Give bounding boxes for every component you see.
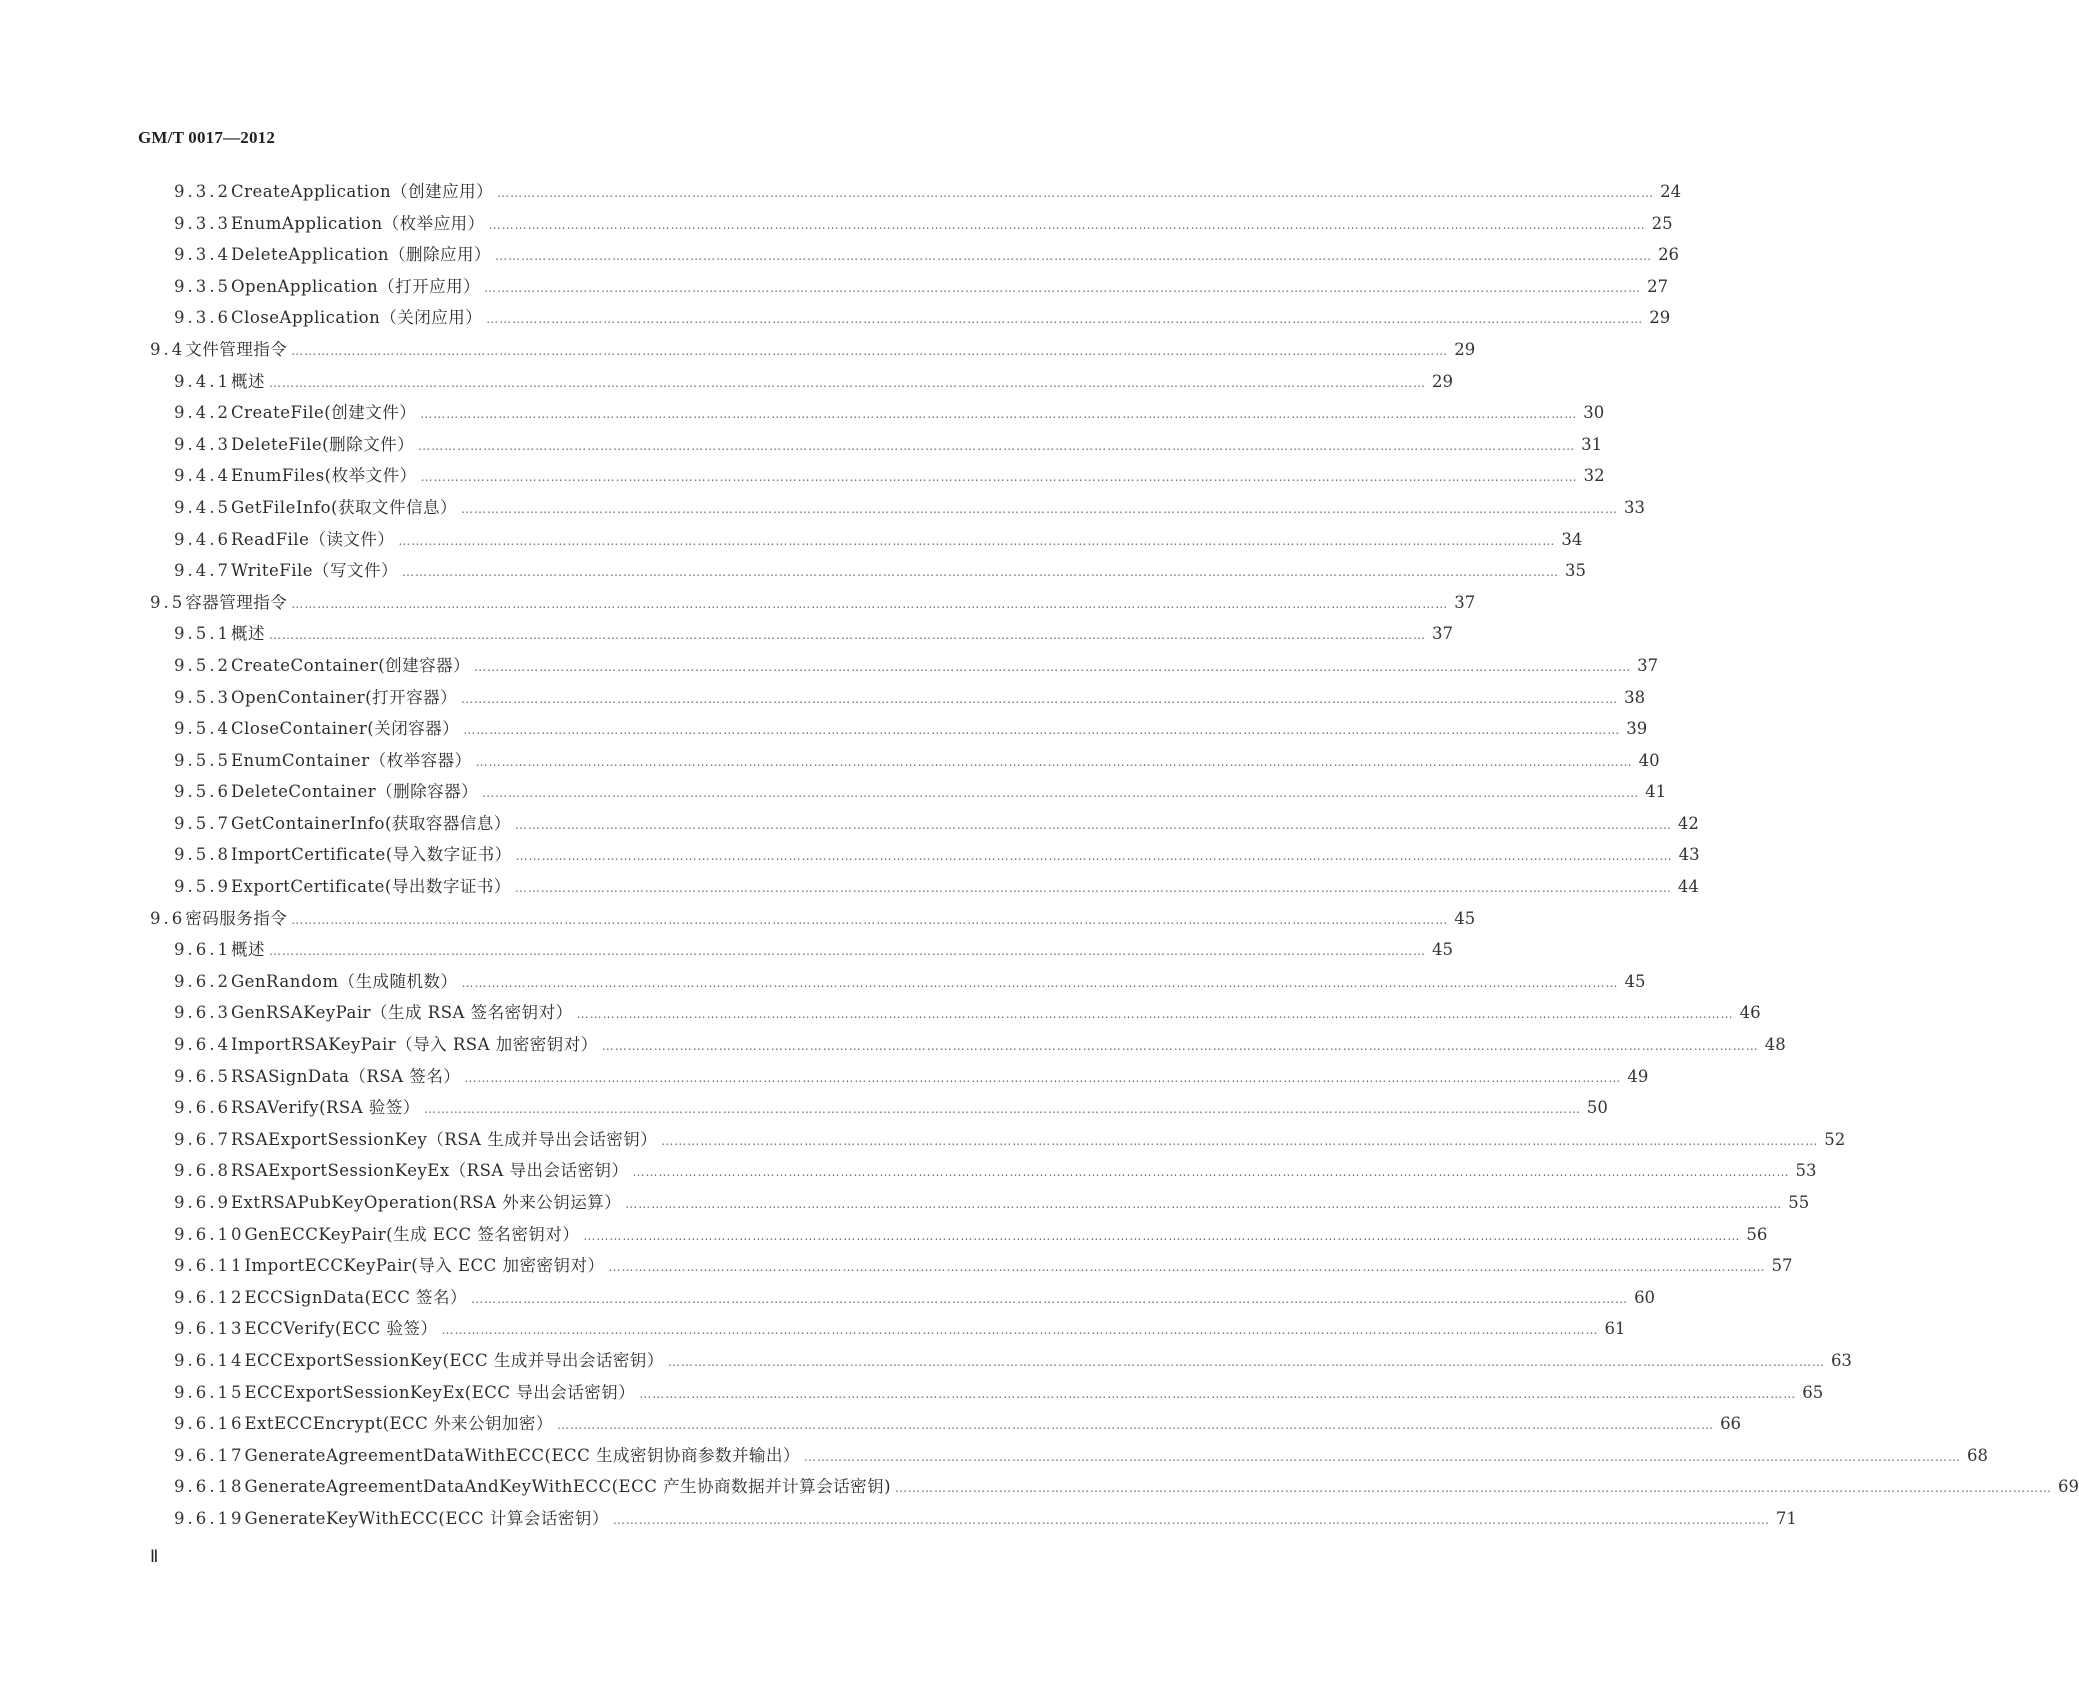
toc-entry-number: 9.4.5 [174, 497, 231, 517]
toc-entry[interactable] [150, 1221, 1768, 1253]
toc-entry-number: 9.6.12 [174, 1287, 245, 1307]
toc-entry-title: RSAExportSessionKey（RSA 生成并导出会话密钥） [230, 1129, 658, 1149]
toc-entry-number: 9.3.6 [174, 308, 231, 328]
toc-entry[interactable] [150, 936, 1453, 968]
toc-entry[interactable] [150, 304, 1671, 336]
toc-entry-title: ImportRSAKeyPair（导入 RSA 加密密钥对） [230, 1035, 598, 1055]
toc-leader-dots [495, 249, 1652, 263]
toc-entry[interactable] [150, 399, 1605, 431]
toc-entry-page: 60 [1634, 1287, 1656, 1307]
toc-entry-page: 66 [1720, 1414, 1742, 1434]
toc-entry-page: 49 [1627, 1066, 1649, 1086]
toc-entry-page: 56 [1746, 1224, 1768, 1244]
toc-entry[interactable] [150, 1505, 1797, 1537]
toc-entry-title: ReadFile（读文件） [230, 529, 395, 549]
toc-entry[interactable] [150, 1315, 1626, 1347]
toc-entry-page: 52 [1824, 1129, 1846, 1149]
toc-entry-title: 概述 [230, 624, 265, 644]
toc-leader-dots [625, 1197, 1782, 1211]
toc-entry[interactable] [150, 526, 1583, 558]
toc-entry-page: 24 [1660, 182, 1682, 201]
toc-entry-title: ImportECCKeyPair(导入 ECC 加密密钥对） [244, 1256, 605, 1276]
toc-leader-dots [497, 186, 1654, 200]
toc-entry-page: 27 [1647, 276, 1669, 296]
toc-entry[interactable] [150, 431, 1603, 463]
toc-entry-title: DeleteFile(删除文件） [230, 434, 415, 454]
toc-leader-dots [482, 786, 1639, 800]
toc-entry-title: ExtECCEncrypt(ECC 外来公钥加密） [244, 1414, 554, 1434]
toc-entry[interactable] [150, 494, 1645, 526]
toc-entry[interactable] [150, 557, 1587, 589]
toc-entry-page: 42 [1677, 813, 1699, 833]
toc-leader-dots [421, 470, 1578, 484]
toc-entry[interactable] [150, 1410, 1742, 1442]
toc-entry-number: 9.6.15 [174, 1382, 245, 1402]
toc-entry-number: 9.5.8 [174, 845, 231, 865]
toc-entry-title: CreateContainer(创建容器） [230, 655, 471, 675]
toc-leader-dots [515, 881, 1672, 895]
toc-entry-number: 9.6.3 [174, 1003, 231, 1023]
toc-entry-title: EnumContainer（枚举容器） [230, 750, 472, 770]
toc-entry-page: 63 [1830, 1350, 1852, 1370]
toc-entry-title: RSASignData（RSA 签名） [230, 1066, 461, 1086]
toc-entry[interactable] [150, 841, 1700, 873]
toc-entry[interactable] [150, 1126, 1846, 1158]
toc-leader-dots [577, 1007, 1734, 1021]
toc-leader-dots [461, 976, 1618, 990]
toc-entry-number: 9.5 [150, 592, 186, 612]
toc-entry[interactable] [150, 778, 1667, 810]
toc-entry-number: 9.4.6 [174, 529, 231, 549]
toc-entry-page: 45 [1624, 971, 1646, 991]
toc-leader-dots [291, 913, 1448, 927]
toc-entry[interactable] [150, 715, 1648, 747]
toc-leader-dots [424, 1102, 1581, 1116]
toc-leader-dots [661, 1134, 1818, 1148]
toc-entry-title: ImportCertificate(导入数字证书） [230, 845, 512, 865]
toc-leader-dots [476, 755, 1633, 769]
toc-entry-number: 9.3.4 [174, 245, 231, 265]
toc-entry-title: CreateFile(创建文件） [230, 403, 417, 423]
toc-entry-title: ECCSignData(ECC 签名） [244, 1287, 468, 1307]
toc-entry[interactable] [150, 462, 1605, 494]
toc-entry-number: 9.4.3 [174, 434, 231, 454]
toc-leader-dots [420, 407, 1577, 421]
toc-leader-dots [463, 723, 1620, 737]
toc-entry-title: 概述 [230, 371, 265, 391]
toc-entry-page: 33 [1623, 497, 1645, 517]
standard-number: GM/T 0017—2012 [138, 128, 276, 147]
toc-entry-page: 39 [1626, 719, 1648, 739]
toc-entry-title: OpenContainer(打开容器） [230, 687, 458, 707]
toc-entry[interactable] [150, 1189, 1810, 1221]
toc-leader-dots [515, 818, 1672, 832]
toc-entry-title: GetFileInfo(获取文件信息） [230, 497, 457, 517]
toc-entry-number: 9.4 [150, 339, 186, 359]
toc-entry-page: 55 [1788, 1193, 1810, 1212]
toc-entry-page: 61 [1604, 1319, 1626, 1339]
toc-entry-number: 9.6.16 [174, 1414, 245, 1434]
toc-entry[interactable] [150, 589, 1476, 621]
toc-entry-page: 48 [1764, 1035, 1786, 1055]
toc-entry-number: 9.6.7 [174, 1129, 231, 1149]
toc-leader-dots [633, 1165, 1790, 1179]
toc-entry[interactable] [150, 241, 1680, 273]
toc-leader-dots [402, 565, 1559, 579]
toc-entry-page: 32 [1583, 466, 1605, 486]
toc-leader-dots [484, 281, 1641, 295]
toc-entry-number: 9.6.2 [174, 971, 231, 991]
toc-entry-page: 34 [1561, 529, 1583, 549]
toc-entry-number: 9.5.4 [174, 719, 231, 739]
toc-entry-title: CreateApplication（创建应用） [230, 182, 494, 201]
toc-entry-page: 69 [2058, 1477, 2079, 1497]
toc-entry-number: 9.6.19 [174, 1508, 245, 1528]
toc-entry-number: 9.6.13 [174, 1319, 245, 1339]
toc-entry-number: 9.5.2 [174, 655, 231, 675]
toc-entry[interactable] [150, 968, 1646, 1000]
toc-entry-page: 37 [1637, 655, 1659, 675]
toc-entry[interactable] [150, 210, 1673, 242]
toc-leader-dots [639, 1387, 1796, 1401]
toc-leader-dots [486, 312, 1643, 326]
toc-leader-dots [613, 1513, 1770, 1527]
toc-leader-dots [668, 1355, 1825, 1369]
toc-leader-dots [471, 1292, 1628, 1306]
toc-entry-title: 文件管理指令 [185, 339, 288, 359]
toc-leader-dots [269, 944, 1426, 958]
toc-entry-page: 29 [1649, 308, 1671, 328]
toc-entry-page: 41 [1645, 782, 1667, 802]
toc-entry[interactable] [150, 178, 1682, 210]
toc-entry-title: 概述 [230, 940, 265, 960]
toc-entry-number: 9.4.7 [174, 561, 231, 581]
toc-entry-number: 9.6 [150, 908, 186, 928]
toc-entry-title: GenerateAgreementDataAndKeyWithECC(ECC 产生协商数据并计算会话密钥) [244, 1477, 892, 1497]
toc-entry[interactable] [150, 1094, 1608, 1126]
toc-leader-dots [461, 502, 1618, 516]
toc-entry-title: OpenApplication（打开应用） [230, 276, 481, 296]
toc-entry-number: 9.5.5 [174, 750, 231, 770]
toc-leader-dots [557, 1418, 1714, 1432]
toc-entry-page: 40 [1638, 750, 1660, 770]
toc-entry[interactable] [150, 1157, 1817, 1189]
toc-entry-title: RSAVerify(RSA 验签） [230, 1098, 420, 1118]
toc-entry-number: 9.5.6 [174, 782, 231, 802]
toc-entry[interactable] [150, 684, 1646, 716]
toc-entry-page: 29 [1431, 371, 1453, 391]
toc-entry-title: GenRandom（生成随机数） [230, 971, 458, 991]
toc-leader-dots [583, 1229, 1740, 1243]
toc-entry[interactable] [150, 905, 1476, 937]
toc-entry-title: ECCExportSessionKey(ECC 生成并导出会话密钥） [244, 1350, 664, 1370]
toc-entry-number: 9.6.5 [174, 1066, 231, 1086]
toc-entry-number: 9.6.8 [174, 1161, 231, 1181]
toc-entry-title: RSAExportSessionKeyEx（RSA 导出会话密钥） [230, 1161, 629, 1181]
toc-entry[interactable] [150, 1063, 1649, 1095]
toc-entry[interactable] [150, 873, 1699, 905]
toc-leader-dots [489, 218, 1646, 232]
toc-entry-title: GenerateAgreementDataWithECC(ECC 生成密钥协商参数并输出） [244, 1445, 801, 1465]
toc-entry-number: 9.4.4 [174, 466, 231, 486]
toc-entry[interactable] [150, 273, 1669, 305]
toc-leader-dots [895, 1481, 2052, 1495]
toc-leader-dots [291, 344, 1448, 358]
toc-entry-page: 38 [1624, 687, 1646, 707]
toc-entry-number: 9.4.2 [174, 403, 231, 423]
toc-entry[interactable] [150, 620, 1453, 652]
toc-entry-title: 密码服务指令 [185, 908, 288, 928]
toc-entry-page: 29 [1454, 339, 1476, 359]
toc-entry[interactable] [150, 336, 1476, 368]
toc-leader-dots [461, 692, 1618, 706]
toc-entry-page: 50 [1586, 1098, 1608, 1118]
toc-entry-title: WriteFile（写文件） [230, 561, 399, 581]
toc-entry-number: 9.5.1 [174, 624, 231, 644]
toc-entry-number: 9.6.14 [174, 1350, 245, 1370]
toc-entry-number: 9.5.7 [174, 813, 231, 833]
toc-entry-number: 9.4.1 [174, 371, 231, 391]
toc-leader-dots [291, 597, 1448, 611]
toc-entry-number: 9.6.17 [174, 1445, 245, 1465]
toc-entry-number: 9.3.2 [174, 182, 231, 201]
toc-entry[interactable] [150, 747, 1660, 779]
toc-entry[interactable] [150, 1252, 1793, 1284]
toc-leader-dots [474, 660, 1631, 674]
toc-leader-dots [602, 1039, 1759, 1053]
toc-entry-title: ExportCertificate(导出数字证书） [230, 877, 511, 897]
toc-entry-page: 71 [1775, 1508, 1797, 1528]
toc-entry-title: CloseApplication（关闭应用） [230, 308, 483, 328]
toc-entry[interactable] [150, 1379, 1824, 1411]
toc-entry-number: 9.5.3 [174, 687, 231, 707]
toc-entry[interactable] [150, 810, 1699, 842]
toc-entry-title: CloseContainer(关闭容器） [230, 719, 460, 739]
toc-entry-title: GetContainerInfo(获取容器信息） [230, 813, 511, 833]
toc-entry-title: DeleteApplication（删除应用） [230, 245, 492, 265]
toc-entry-title: 容器管理指令 [185, 592, 288, 612]
toc-entry-page: 37 [1454, 592, 1476, 612]
page-number: Ⅱ [150, 1547, 159, 1566]
toc-entry[interactable] [150, 999, 1761, 1031]
toc-leader-dots [269, 628, 1426, 642]
toc-entry-page: 25 [1651, 213, 1673, 233]
toc-leader-dots [442, 1323, 1599, 1337]
toc-entry[interactable] [150, 1473, 2079, 1505]
toc-entry-page: 65 [1802, 1382, 1824, 1402]
toc-entry-number: 9.6.9 [174, 1193, 231, 1212]
toc-entry-number: 9.6.1 [174, 940, 231, 960]
toc-entry-page: 30 [1583, 403, 1605, 423]
toc-entry-number: 9.3.3 [174, 213, 231, 233]
toc-entry-page: 46 [1739, 1003, 1761, 1023]
toc-entry-page: 53 [1795, 1161, 1817, 1181]
toc-entry-page: 68 [1967, 1445, 1989, 1465]
toc-entry-title: EnumApplication（枚举应用） [230, 213, 485, 233]
toc-entry-number: 9.3.5 [174, 276, 231, 296]
toc-entry-number: 9.6.11 [174, 1256, 245, 1276]
toc-entry-title: GenECCKeyPair(生成 ECC 签名密钥对） [244, 1224, 580, 1244]
toc-entry-title: DeleteContainer（删除容器） [230, 782, 479, 802]
toc-entry-page: 44 [1677, 877, 1699, 897]
toc-entry-number: 9.6.4 [174, 1035, 231, 1055]
toc-entry-number: 9.6.6 [174, 1098, 231, 1118]
toc-entry[interactable] [150, 1347, 1852, 1379]
toc-entry-page: 43 [1678, 845, 1700, 865]
toc-leader-dots [804, 1450, 1961, 1464]
toc-leader-dots [609, 1260, 1766, 1274]
toc-entry-number: 9.6.18 [174, 1477, 245, 1497]
table-of-contents [150, 178, 2079, 1537]
toc-entry-page: 35 [1565, 561, 1587, 581]
toc-entry[interactable] [150, 1442, 1989, 1474]
toc-entry-title: ECCVerify(ECC 验签） [244, 1319, 438, 1339]
toc-entry[interactable] [150, 652, 1659, 684]
toc-entry-page: 45 [1431, 940, 1453, 960]
toc-leader-dots [269, 376, 1426, 390]
toc-entry-page: 37 [1431, 624, 1453, 644]
toc-entry-title: ExtRSAPubKeyOperation(RSA 外来公钥运算） [230, 1193, 622, 1212]
toc-entry-page: 26 [1658, 245, 1680, 265]
toc-entry-title: GenRSAKeyPair（生成 RSA 签名密钥对） [230, 1003, 573, 1023]
toc-leader-dots [516, 849, 1673, 863]
toc-entry-title: GenerateKeyWithECC(ECC 计算会话密钥） [244, 1508, 609, 1528]
toc-entry-title: ECCExportSessionKeyEx(ECC 导出会话密钥） [244, 1382, 636, 1402]
toc-entry-number: 9.6.10 [174, 1224, 245, 1244]
toc-entry[interactable] [150, 368, 1453, 400]
toc-leader-dots [464, 1071, 1621, 1085]
toc-entry-page: 57 [1771, 1256, 1793, 1276]
toc-entry-page: 31 [1581, 434, 1603, 454]
toc-leader-dots [398, 534, 1555, 548]
toc-entry-number: 9.5.9 [174, 877, 231, 897]
toc-leader-dots [418, 439, 1575, 453]
toc-entry[interactable] [150, 1284, 1656, 1316]
toc-entry[interactable] [150, 1031, 1786, 1063]
toc-entry-title: EnumFiles(枚举文件） [230, 466, 417, 486]
toc-entry-page: 45 [1454, 908, 1476, 928]
